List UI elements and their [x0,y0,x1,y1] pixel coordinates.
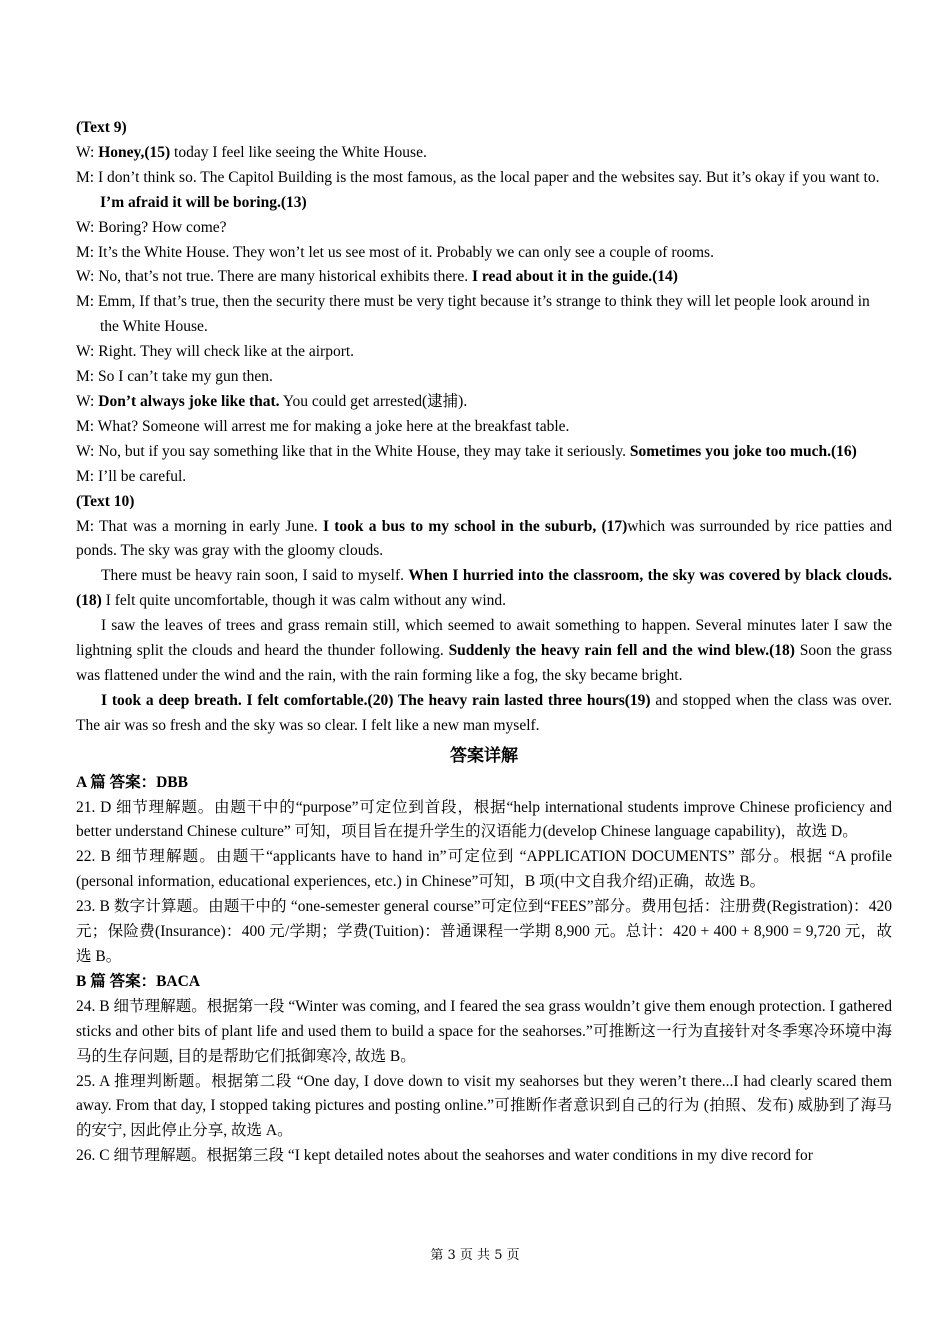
text9-line: M: So I can’t take my gun then. [76,368,273,386]
answer-item: 24. B 细节理解题。根据第一段 “Winter was coming, and I feared the sea grass wouldn’t give them enough protection. I gathered sticks and other bits of plant life and used them to build a space for the seahorses.”可推断这一行为直接针对冬季寒冷环境中海马的生存问题, 目的是帮助它们抵御寒冷, 故选 B。 [76,997,892,1065]
document-page [76,116,892,1169]
text9-line: W: No, but if you say something like that in the White House, they may take it seriously. Sometimes you joke too much.(16) [76,442,857,460]
answer-item: 22. B 细节理解题。由题干“applicants have to hand in”可定位到 “APPLICATION DOCUMENTS” 部分。根据 “A profile (personal information, educational experiences, etc.) in Chinese”可知，B 项(中文自我介绍)正确，故选 B。 [76,848,892,891]
text10-paragraph: I saw the leaves of trees and grass remain still, which seemed to await something to happen. Several minutes later I saw the lightning split the clouds and heard the thunder following. Suddenly the heavy rain fell and the wind blew.(18) Soon the grass was flattened under the wind and the rain, with the rain forming like a fog, the sky became bright. [76,617,892,684]
text9-line: M: Emm, If that’s true, then the security there must be very tight because it’s strange to think they will let people look around in the White House. [76,293,870,336]
text9-line: M: I’ll be careful. [76,467,187,485]
text9-line: M: I don’t think so. The Capitol Building is the most famous, as the local paper and the websites say. But it’s okay if you want to. I’m afraid it will be boring.(13) [76,168,880,211]
text9-line: M: It’s the White House. They won’t let us see most of it. Probably we can only see a couple of rooms. [76,243,714,261]
text10-paragraph: I took a deep breath. I felt comfortable.(20) The heavy rain lasted three hours(19) and stopped when the class was over. The air was so fresh and the sky was so clear. I felt like a new man myself. [76,691,893,734]
text9-line: W: No, that’s not true. There are many historical exhibits there. I read about it in the guide.(14) [76,268,678,286]
text9-line: W: Honey,(15) today I feel like seeing the White House. [76,143,427,161]
answers-title: 答案详解 [450,745,518,766]
text9-line: M: What? Someone will arrest me for making a joke here at the breakfast table. [76,417,570,435]
text9-line: W: Boring? How come? [76,218,227,236]
text10-paragraph: There must be heavy rain soon, I said to myself. When I hurried into the classroom, the sky was covered by black clouds.(18) I felt quite uncomfortable, though it was calm without any wind. [76,567,892,610]
text9-heading: (Text 9) [76,119,127,136]
answer-item: 21. D 细节理解题。由题干中的“purpose”可定位到首段，根据“help international students improve Chinese proficiency and better understand Chinese culture” 可知，项目旨在提升学生的汉语能力(develop Chinese language capability)，故选 D。 [76,798,892,841]
answer-item: 26. C 细节理解题。根据第三段 “I kept detailed notes about the seahorses and water conditions in my dive record for [76,1147,813,1165]
text10-paragraph: M: That was a morning in early June. I took a bus to my school in the suburb, (17)which was surrounded by rice patties and ponds. The sky was gray with the gloomy clouds. [76,517,892,560]
answer-item: 23. B 数字计算题。由题干中的 “one-semester general course”可定位到“FEES”部分。费用包括：注册费(Registration)：420 元；保险费(Insurance)：400 元/学期；学费(Tuition)：普通课程一学期 8,900 元。总计：420 + 400 + 8,900 = 9,720 元，故选 B。 [76,898,892,965]
section-b-heading: B 篇 答案：BACA [76,972,201,990]
section-a-heading: A 篇 答案：DBB [76,773,188,791]
answer-item: 25. A 推理判断题。根据第二段 “One day, I dove down to visit my seahorses but they weren’t there...I had clearly scared them away. From that day, I stopped taking pictures and posting online.”可推断作者意识到自己的行为 (拍照、发布) 威胁到了海马的安宁, 因此停止分享, 故选 A。 [76,1072,892,1140]
text9-line: W: Don’t always joke like that. You could get arrested(逮捕). [76,392,468,410]
text10-heading: (Text 10) [76,492,135,510]
page-number-footer: 第 3 页 共 5 页 [430,1248,520,1263]
text9-line: W: Right. They will check like at the airport. [76,343,355,361]
